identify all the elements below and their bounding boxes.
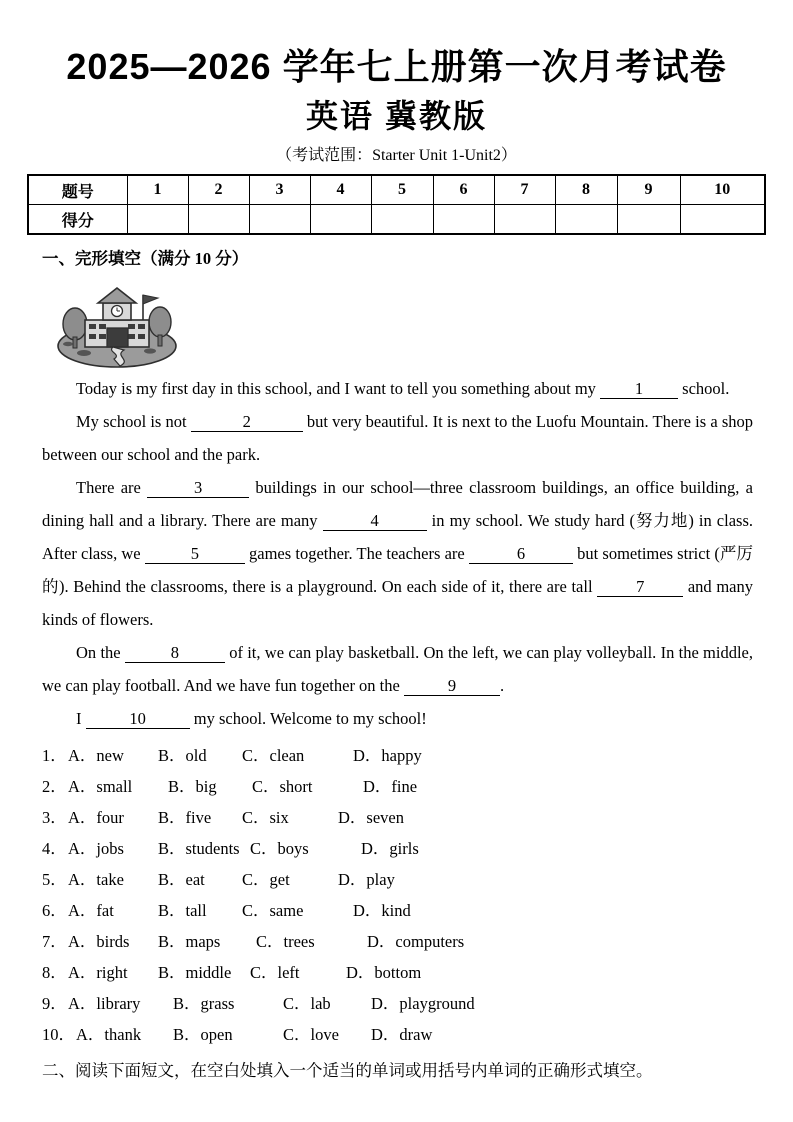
option-a: A．take <box>68 870 124 890</box>
option-a: A．four <box>68 808 124 828</box>
score-table-question-number: 1 <box>127 175 188 205</box>
question-number: 5． <box>42 870 67 890</box>
school-illustration-image <box>54 282 180 370</box>
option-d: D．happy <box>353 746 422 766</box>
passage-text: . <box>499 676 505 696</box>
score-table-score-cell <box>188 205 249 235</box>
score-table-question-row <box>28 175 765 205</box>
question-number: 6． <box>42 901 67 921</box>
cloze-passage-paragraph-2 <box>42 405 753 471</box>
option-a: A．fat <box>68 901 114 921</box>
section-one-heading: 一、完形填空（满分 10 分） <box>42 249 249 269</box>
option-c: C．lab <box>283 994 331 1014</box>
cloze-passage-paragraph-1 <box>42 372 753 405</box>
option-a: A．jobs <box>68 839 124 859</box>
option-b: B．grass <box>173 994 235 1014</box>
option-d: D．fine <box>363 777 418 797</box>
cloze-blank-8: 8 <box>125 643 225 663</box>
score-table-score-cell <box>310 205 371 235</box>
option-c: C．get <box>242 870 290 890</box>
passage-text: games together. The teachers are <box>244 544 469 564</box>
option-b: B．middle <box>158 963 232 983</box>
score-table-score-cell <box>617 205 680 235</box>
option-c: C．trees <box>256 932 315 952</box>
question-number: 2． <box>42 777 67 797</box>
question-row-8 <box>42 957 753 988</box>
cloze-blank-9: 9 <box>404 676 500 696</box>
passage-text: my school. Welcome to my school! <box>189 709 427 729</box>
score-table-question-number: 7 <box>494 175 555 205</box>
exam-scope-note: （考试范围：Starter Unit 1-Unit2） <box>276 147 517 165</box>
score-table-score-cell <box>555 205 617 235</box>
passage-text: of it, we can play basketball. On the left, we can play volleyball. In the middle, we can play football. And we have fun together on the <box>42 643 754 696</box>
question-row-4 <box>42 833 753 864</box>
option-a: A．right <box>68 963 128 983</box>
option-d: D．computers <box>367 932 465 952</box>
cloze-blank-7: 7 <box>597 577 683 597</box>
cloze-blank-3: 3 <box>147 478 249 498</box>
option-b: B．open <box>173 1025 233 1045</box>
score-table-question-number: 10 <box>680 175 765 205</box>
score-table-question-number: 4 <box>310 175 371 205</box>
option-d: D．bottom <box>346 963 422 983</box>
option-b: B．eat <box>158 870 205 890</box>
option-d: D．seven <box>338 808 404 828</box>
option-d: D．draw <box>371 1025 433 1045</box>
question-number: 9． <box>42 994 67 1014</box>
question-row-6 <box>42 895 753 926</box>
question-number: 4． <box>42 839 67 859</box>
passage-text: On the <box>76 643 125 663</box>
cloze-passage-paragraph-3 <box>42 471 753 636</box>
option-c: C．boys <box>250 839 309 859</box>
passage-text: but very beautiful. It is next to the Luofu Mountain. There is a shop between our school and the park. <box>42 412 753 465</box>
question-row-5 <box>42 864 753 895</box>
score-table-score-cell <box>494 205 555 235</box>
option-b: B．tall <box>158 901 207 921</box>
option-b: B．big <box>168 777 217 797</box>
score-table-score-row <box>28 205 765 235</box>
score-table-question-number: 6 <box>433 175 494 205</box>
option-b: B．five <box>158 808 212 828</box>
cloze-options-list <box>42 740 753 1050</box>
option-c: C．same <box>242 901 304 921</box>
passage-text: Today is my first day in this school, and I want to tell you something about my <box>76 379 601 399</box>
option-d: D．play <box>338 870 395 890</box>
question-row-2 <box>42 771 753 802</box>
cloze-blank-2: 2 <box>191 412 303 432</box>
option-a: A．small <box>68 777 133 797</box>
score-table-score-cell <box>127 205 188 235</box>
question-number: 8． <box>42 963 67 983</box>
question-row-7 <box>42 926 753 957</box>
option-a: A．new <box>68 746 124 766</box>
score-table-question-number: 8 <box>555 175 617 205</box>
score-table-score-cell <box>371 205 433 235</box>
passage-text: I <box>76 709 86 729</box>
option-c: C．left <box>250 963 300 983</box>
section-two-heading: 二、阅读下面短文，在空白处填入一个适当的单词或用括号内单词的正确形式填空。 <box>42 1061 653 1081</box>
question-row-9 <box>42 988 753 1019</box>
question-number: 1． <box>42 746 67 766</box>
score-table-question-number: 5 <box>371 175 433 205</box>
option-b: B．maps <box>158 932 221 952</box>
question-number: 10． <box>42 1025 75 1045</box>
school-illustration-svg <box>54 282 180 370</box>
passage-text: and many kinds of flowers. <box>42 577 753 630</box>
option-d: D．kind <box>353 901 411 921</box>
option-b: B．old <box>158 746 207 766</box>
option-c: C．short <box>252 777 313 797</box>
cloze-blank-4: 4 <box>323 511 427 531</box>
option-c: C．six <box>242 808 289 828</box>
passage-text: There are <box>76 478 148 498</box>
score-table-score-cell <box>433 205 494 235</box>
question-row-1 <box>42 740 753 771</box>
page-subtitle-subject: 英语 冀教版 <box>306 98 487 134</box>
option-b: B．students <box>158 839 240 859</box>
score-table-score-cell <box>249 205 310 235</box>
option-c: C．love <box>283 1025 339 1045</box>
passage-text: school. <box>678 379 730 399</box>
option-a: A．thank <box>76 1025 142 1045</box>
cloze-blank-5: 5 <box>145 544 245 564</box>
score-table-score-cell <box>680 205 765 235</box>
score-table <box>27 174 766 235</box>
option-d: D．girls <box>361 839 419 859</box>
passage-text: buildings in our school—three classroom buildings, an office building, a dining hall and a library. There are many <box>42 478 753 531</box>
cloze-blank-6: 6 <box>469 544 573 564</box>
option-a: A．library <box>68 994 141 1014</box>
passage-text: but sometimes strict (严厉的). Behind the classrooms, there is a playground. On each side of it, there are tall <box>42 544 753 597</box>
cloze-blank-1: 1 <box>600 379 678 399</box>
score-table-question-number: 2 <box>188 175 249 205</box>
option-a: A．birds <box>68 932 130 952</box>
cloze-passage-paragraph-4 <box>42 636 753 702</box>
score-table-score-row-label: 得分 <box>28 205 127 235</box>
score-table-question-number: 9 <box>617 175 680 205</box>
page-body <box>0 248 793 1082</box>
question-number: 3． <box>42 808 67 828</box>
passage-text: My school is not <box>76 412 191 432</box>
question-number: 7． <box>42 932 67 952</box>
score-table-question-row-label: 题号 <box>28 175 127 205</box>
page-title: 2025—2026 学年七上册第一次月考试卷 <box>66 46 727 87</box>
option-c: C．clean <box>242 746 305 766</box>
cloze-blank-10: 10 <box>86 709 190 729</box>
question-row-3 <box>42 802 753 833</box>
passage-text: in my school. We study hard (努力地) in class. After class, we <box>42 511 753 564</box>
score-table-question-number: 3 <box>249 175 310 205</box>
option-d: D．playground <box>371 994 475 1014</box>
cloze-passage-paragraph-5 <box>42 702 753 735</box>
question-row-10 <box>42 1019 753 1050</box>
